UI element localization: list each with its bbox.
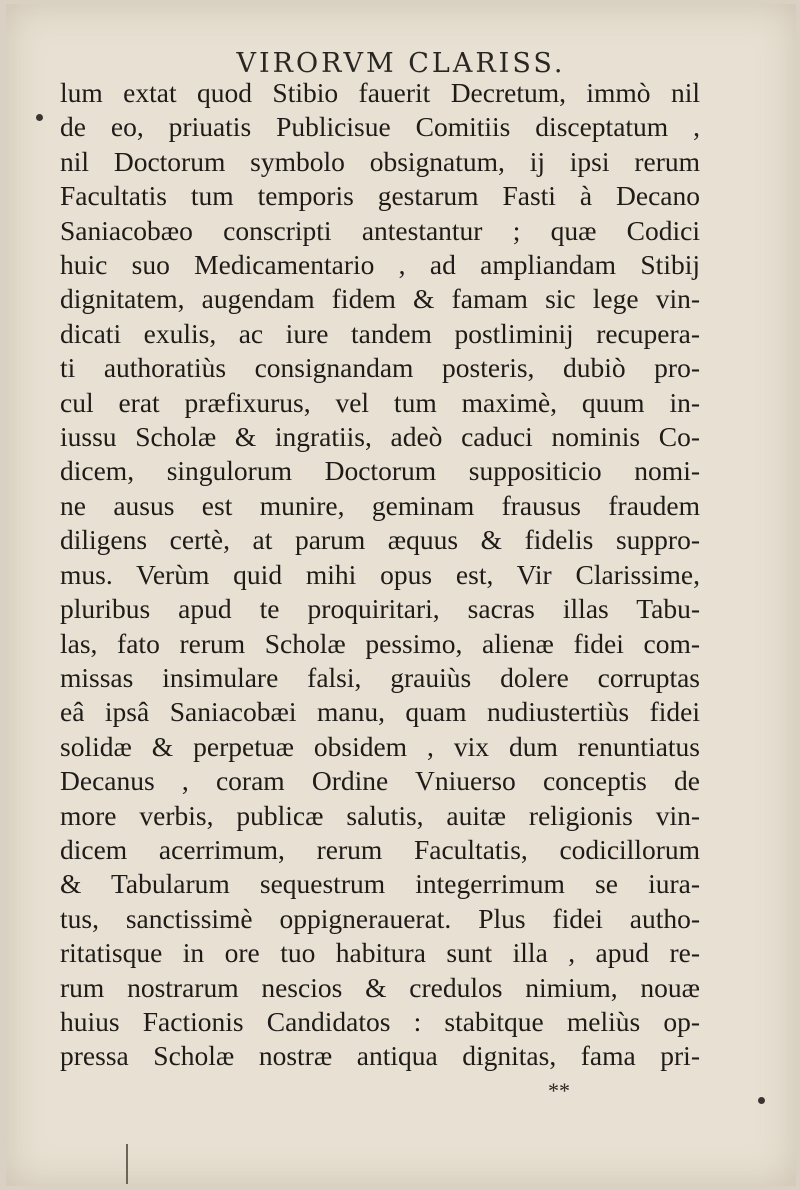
text-line: pluribus apud te proquiritari, sacras illas Tabu- (60, 593, 700, 625)
text-line: missas insimulare falsi, grauiùs dolere corruptas (60, 661, 700, 693)
text-line: Facultatis tum temporis gestarum Fasti à Decano (60, 180, 700, 212)
text-line: huius Factionis Candidatos : stabitque meliùs op- (60, 1005, 700, 1037)
text-line: eâ ipsâ Saniacobæi manu, quam nudiustertiùs fidei (60, 696, 700, 728)
text-line: ritatisque in ore tuo habitura sunt illa , apud re- (60, 937, 700, 969)
text-line: dignitatem, augendam fidem & famam sic lege vin- (60, 283, 700, 315)
ink-spot (36, 114, 43, 121)
text-line: & Tabularum sequestrum integerrimum se iura- (60, 868, 700, 900)
paper-crease (126, 1144, 128, 1184)
text-line: solidæ & perpetuæ obsidem , vix dum renuntiatus (60, 730, 700, 762)
text-line: more verbis, publicæ salutis, auitæ religionis vin- (60, 799, 700, 831)
text-line: diligens certè, at parum æquus & fidelis suppro- (60, 524, 700, 556)
text-line: iussu Scholæ & ingratiis, adeò caduci nominis Co- (60, 421, 700, 453)
text-line: lum extat quod Stibio fauerit Decretum, immò nil (60, 77, 700, 108)
body-text (60, 76, 700, 1074)
text-line: rum nostrarum nescios & credulos nimium, nouæ (60, 971, 700, 1003)
ink-spot (758, 1097, 765, 1104)
running-head: VIRORVM CLARISS. (236, 48, 566, 79)
text-line: nil Doctorum symbolo obsignatum, ij ipsi rerum (60, 145, 700, 177)
text-line: dicem, singulorum Doctorum suppositicio nomi- (60, 455, 700, 487)
text-line: ti authoratiùs consignandam posteris, dubiò pro- (60, 352, 700, 384)
text-line: mus. Verùm quid mihi opus est, Vir Clarissime, (60, 558, 700, 590)
text-line: dicati exulis, ac iure tandem postliminij recupera- (60, 317, 700, 349)
text-line: ne ausus est munire, geminam frausus fraudem (60, 489, 700, 521)
text-line: pressa Scholæ nostræ antiqua dignitas, fama pri- (60, 1040, 700, 1072)
text-line: dicem acerrimum, rerum Facultatis, codicillorum (60, 833, 700, 865)
text-line: cul erat præfixurus, vel tum maximè, quum in- (60, 386, 700, 418)
catchword: ** (548, 1078, 570, 1103)
text-line: huic suo Medicamentario , ad ampliandam Stibij (60, 249, 700, 281)
text-line: las, fato rerum Scholæ pessimo, alienæ fidei com- (60, 627, 700, 659)
text-line: de eo, priuatis Publicisue Comitiis disceptatum , (60, 111, 700, 143)
book-page (6, 4, 796, 1186)
text-line: Saniacobæo conscripti antestantur ; quæ Codici (60, 214, 700, 246)
text-line: Decanus , coram Ordine Vniuerso conceptis de (60, 765, 700, 797)
text-line: tus, sanctissimè oppignerauerat. Plus fidei autho- (60, 902, 700, 934)
